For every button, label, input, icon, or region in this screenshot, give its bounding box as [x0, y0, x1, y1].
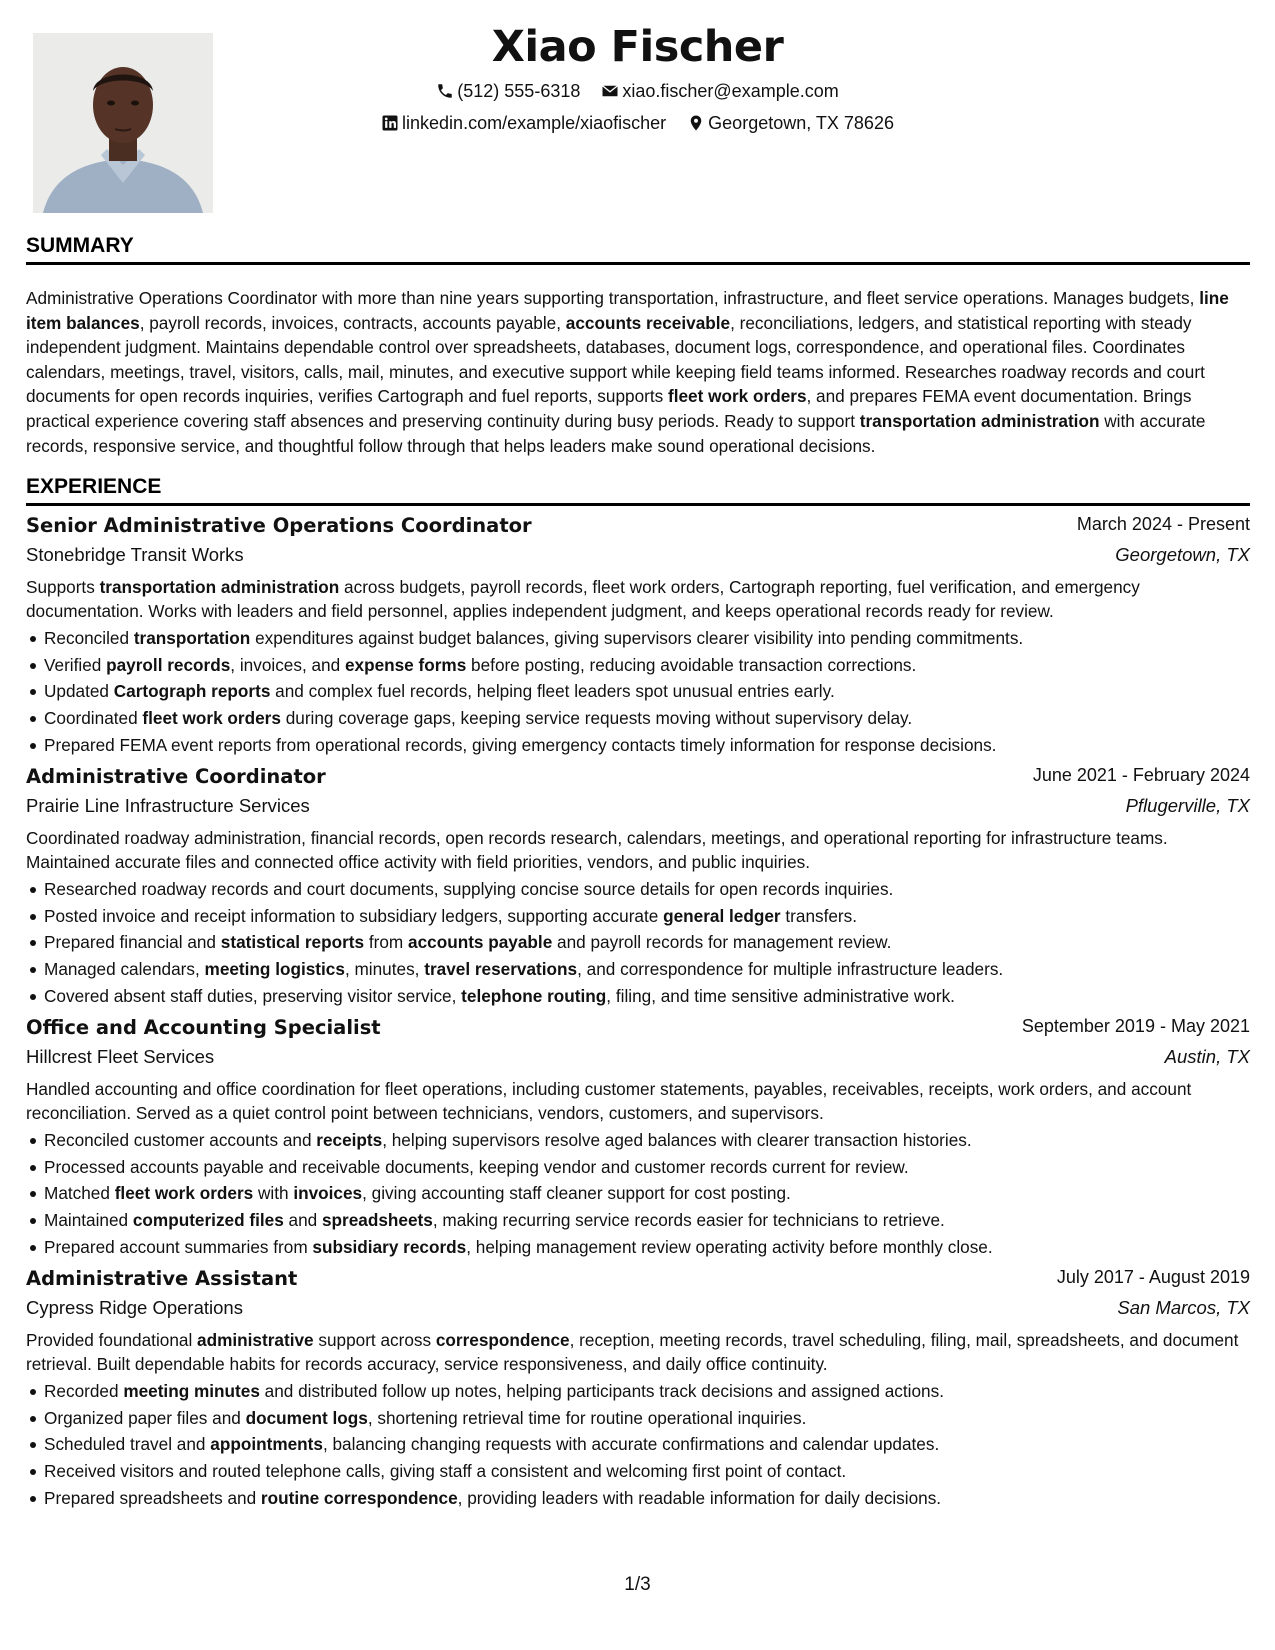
bold-keyword: transportation administration: [859, 410, 1100, 431]
bold-keyword: line item balances: [26, 288, 1229, 333]
text-run: and complex fuel records, helping fleet leaders spot unusual entries early.: [270, 681, 835, 702]
text-run: Maintained: [44, 1209, 133, 1230]
job-header: [26, 1267, 1250, 1297]
job-location: Georgetown, TX: [1115, 544, 1250, 565]
job-header: [26, 514, 1250, 544]
text-run: Organized paper files and: [44, 1407, 246, 1428]
text-run: , shortening retrieval time for routine operational inquiries.: [367, 1407, 807, 1428]
text-run: Prepared FEMA event reports from operational records, giving emergency contacts timely information for response decisions.: [44, 734, 997, 755]
list-item: [44, 1431, 1250, 1458]
email-text: xiao.fischer@example.com: [622, 80, 839, 101]
bold-keyword: routine correspondence: [260, 1487, 458, 1508]
company-name: Stonebridge Transit Works: [26, 544, 244, 565]
job-subheader: [26, 1046, 1250, 1078]
achievement-list: [26, 1378, 1250, 1511]
job-dates: June 2021 - February 2024: [1032, 765, 1250, 785]
text-run: expenditures against budget balances, giving supervisors clearer visibility into pending commitments.: [250, 628, 1024, 649]
location-text: Georgetown, TX 78626: [708, 112, 894, 133]
linkedin-icon: [381, 114, 399, 132]
text-run: Recorded: [44, 1381, 124, 1402]
bold-keyword: meeting logistics: [204, 958, 345, 979]
text-run: Prepared financial and: [44, 932, 221, 953]
text-run: Coordinated: [44, 707, 143, 728]
bold-keyword: travel reservations: [424, 958, 578, 979]
phone-icon: [436, 82, 454, 100]
text-run: , helping management review operating activity before monthly close.: [466, 1236, 993, 1257]
list-item: [44, 983, 1250, 1010]
job-description: [26, 827, 1250, 874]
job-title: Office and Accounting Specialist: [26, 1016, 381, 1039]
text-run: from: [364, 932, 409, 953]
text-run: Handled accounting and office coordination for fleet operations, including customer statements, payables, receivables, receipts, work orders, and account reconciliation. Served as a quiet control point between technicians, vendors, customers, and supervisors.: [26, 1079, 1192, 1123]
text-run: , giving accounting staff cleaner support for cost posting.: [362, 1183, 791, 1204]
text-run: and distributed follow up notes, helping participants track decisions and assigned actions.: [259, 1381, 944, 1402]
text-run: Verified: [44, 654, 107, 675]
text-run: Posted invoice and receipt information to subsidiary ledgers, supporting accurate: [44, 905, 664, 926]
job-dates: July 2017 - August 2019: [1056, 1267, 1250, 1287]
job-description: [26, 1329, 1250, 1376]
list-item: [44, 929, 1250, 956]
job-entry: [26, 1016, 1250, 1260]
bold-keyword: expense forms: [344, 654, 467, 675]
map-pin-icon: [687, 114, 705, 132]
text-run: , making recurring service records easier for technicians to retrieve.: [432, 1209, 945, 1230]
job-location: San Marcos, TX: [1117, 1297, 1250, 1318]
contact-row-2: [0, 112, 1275, 134]
bold-keyword: payroll records: [106, 654, 231, 675]
list-item: [44, 652, 1250, 679]
candidate-name: Xiao Fischer: [491, 22, 784, 72]
list-item: [44, 1485, 1250, 1512]
list-item: [44, 1405, 1250, 1432]
list-item: [44, 1458, 1250, 1485]
bold-keyword: computerized files: [132, 1209, 284, 1230]
bold-keyword: spreadsheets: [322, 1209, 433, 1230]
achievement-list: [26, 876, 1250, 1009]
job-subheader: [26, 544, 1250, 576]
text-run: , providing leaders with readable information for daily decisions.: [457, 1487, 942, 1508]
list-item: [44, 678, 1250, 705]
experience-heading: EXPERIENCE: [26, 474, 1250, 506]
contact-row-1: [0, 80, 1275, 102]
page-number: 1/3: [624, 1574, 651, 1595]
bold-keyword: general ledger: [663, 905, 781, 926]
list-item: [44, 705, 1250, 732]
job-entry: [26, 1267, 1250, 1511]
text-run: , balancing changing requests with accurate confirmations and calendar updates.: [322, 1434, 940, 1455]
list-item: [44, 1234, 1250, 1261]
text-run: , payroll records, invoices, contracts, accounts payable,: [139, 312, 566, 333]
list-item: [44, 1180, 1250, 1207]
text-run: Coordinated roadway administration, financial records, open records research, calendars, meetings, and operational reporting for infrastructure teams. Maintained accurate files and connected office activity with field priorities, vendors, and public inquiries.: [26, 828, 1168, 872]
envelope-icon: [601, 82, 619, 100]
bold-keyword: fleet work orders: [114, 1183, 254, 1204]
text-run: Managed calendars,: [44, 958, 205, 979]
text-run: Updated: [44, 681, 114, 702]
job-location: Austin, TX: [1164, 1046, 1250, 1067]
text-run: with: [253, 1183, 294, 1204]
text-run: , minutes,: [344, 958, 425, 979]
text-run: transfers.: [780, 905, 858, 926]
text-run: , helping supervisors resolve aged balances with clearer transaction histories.: [382, 1130, 972, 1151]
bold-keyword: invoices: [293, 1183, 363, 1204]
bold-keyword: transportation administration: [99, 577, 340, 597]
job-subheader: [26, 1297, 1250, 1329]
phone-text: (512) 555-6318: [457, 80, 581, 101]
list-item: [44, 903, 1250, 930]
bold-keyword: fleet work orders: [142, 707, 281, 728]
job-subheader: [26, 795, 1250, 827]
summary-text: [26, 286, 1250, 458]
job-description: [26, 1078, 1250, 1125]
text-run: Provided foundational: [26, 1330, 198, 1350]
location-contact: [687, 113, 894, 134]
achievement-list: [26, 1127, 1250, 1260]
bold-keyword: Cartograph reports: [113, 681, 271, 702]
bold-keyword: telephone routing: [461, 985, 607, 1006]
list-item: [44, 625, 1250, 652]
text-run: Processed accounts payable and receivable documents, keeping vendor and customer records current for review.: [44, 1156, 909, 1177]
bold-keyword: administrative: [197, 1330, 314, 1350]
job-dates: September 2019 - May 2021: [1021, 1016, 1250, 1036]
job-title: Administrative Assistant: [26, 1267, 298, 1290]
list-item: [44, 1207, 1250, 1234]
linkedin-text: linkedin.com/example/xiaofischer: [402, 112, 667, 133]
text-run: , reception, meeting records, travel scheduling, filing, mail, spreadsheets, and document retrieval. Built dependable habits for records accuracy, service responsiveness, and daily office continuity.: [26, 1330, 1239, 1374]
list-item: [44, 1378, 1250, 1405]
job-header: [26, 765, 1250, 795]
list-item: [44, 876, 1250, 903]
text-run: Matched: [44, 1183, 115, 1204]
bold-keyword: meeting minutes: [123, 1381, 260, 1402]
job-entry: [26, 765, 1250, 1009]
bold-keyword: appointments: [210, 1434, 323, 1455]
text-run: Scheduled travel and: [44, 1434, 211, 1455]
linkedin-contact[interactable]: [381, 113, 666, 134]
bold-keyword: accounts payable: [408, 932, 553, 953]
text-run: and: [283, 1209, 322, 1230]
list-item: [44, 732, 1250, 759]
text-run: Researched roadway records and court documents, supplying concise source details for open records inquiries.: [44, 879, 894, 900]
text-run: Prepared spreadsheets and: [44, 1487, 261, 1508]
list-item: [44, 1154, 1250, 1181]
text-run: Covered absent staff duties, preserving visitor service,: [44, 985, 462, 1006]
text-run: Supports: [26, 577, 100, 597]
text-run: , invoices, and: [230, 654, 345, 675]
text-run: , reconciliations, ledgers, and statistical reporting with steady independent judgment. Maintains dependable control over spreadsheets, databases, document logs, correspondence, and operational files. Coordinates calendars, meetings, travel, visitors, calls, mail, minutes, and executive support while keeping field teams informed. Researches roadway records and court documents for open records inquiries, verifies Cartograph and fuel reports, supports: [26, 312, 1205, 407]
company-name: Hillcrest Fleet Services: [26, 1046, 215, 1067]
text-run: Reconciled: [44, 628, 134, 649]
bold-keyword: fleet work orders: [668, 386, 807, 407]
text-run: , filing, and time sensitive administrative work.: [606, 985, 955, 1006]
bold-keyword: document logs: [245, 1407, 368, 1428]
job-header: [26, 1016, 1250, 1046]
list-item: [44, 956, 1250, 983]
text-run: Prepared account summaries from: [44, 1236, 313, 1257]
job-location: Pflugerville, TX: [1125, 795, 1250, 816]
text-run: before posting, reducing avoidable transaction corrections.: [466, 654, 917, 675]
summary-heading: SUMMARY: [26, 233, 1250, 265]
text-run: , and correspondence for multiple infrastructure leaders.: [577, 958, 1004, 979]
bold-keyword: accounts receivable: [565, 312, 731, 333]
job-description: [26, 576, 1250, 623]
phone-contact[interactable]: [436, 81, 580, 102]
text-run: across budgets, payroll records, fleet work orders, Cartograph reporting, fuel verification, and emergency documentation. Works with leaders and field personnel, applies independent judgment, and keeps operational records ready for review.: [26, 577, 1140, 621]
bold-keyword: subsidiary records: [312, 1236, 467, 1257]
text-run: during coverage gaps, keeping service requests moving without supervisory delay.: [280, 707, 913, 728]
bold-keyword: receipts: [316, 1130, 383, 1151]
bold-keyword: transportation: [133, 628, 251, 649]
job-title: Administrative Coordinator: [26, 765, 326, 788]
job-dates: March 2024 - Present: [1076, 514, 1250, 534]
company-name: Cypress Ridge Operations: [26, 1297, 243, 1318]
text-run: and payroll records for management review.: [552, 932, 892, 953]
text-run: , and prepares FEMA event documentation. Brings practical experience covering staff absences and preserving continuity during busy periods. Ready to support: [26, 386, 1192, 431]
list-item: [44, 1127, 1250, 1154]
job-title: Senior Administrative Operations Coordinator: [26, 514, 532, 537]
text-run: Reconciled customer accounts and: [44, 1130, 317, 1151]
text-run: support across: [313, 1330, 436, 1350]
email-contact[interactable]: [601, 81, 838, 102]
job-entry: [26, 514, 1250, 758]
company-name: Prairie Line Infrastructure Services: [26, 795, 310, 816]
achievement-list: [26, 625, 1250, 758]
text-run: with accurate records, responsive service, and thoughtful follow through that helps leaders make sound operational decisions.: [26, 410, 1206, 456]
bold-keyword: statistical reports: [220, 932, 365, 953]
text-run: Received visitors and routed telephone calls, giving staff a consistent and welcoming first point of contact.: [44, 1460, 847, 1481]
bold-keyword: correspondence: [435, 1330, 570, 1350]
text-run: Administrative Operations Coordinator with more than nine years supporting transportation, infrastructure, and fleet service operations. Manages budgets,: [26, 288, 1200, 308]
